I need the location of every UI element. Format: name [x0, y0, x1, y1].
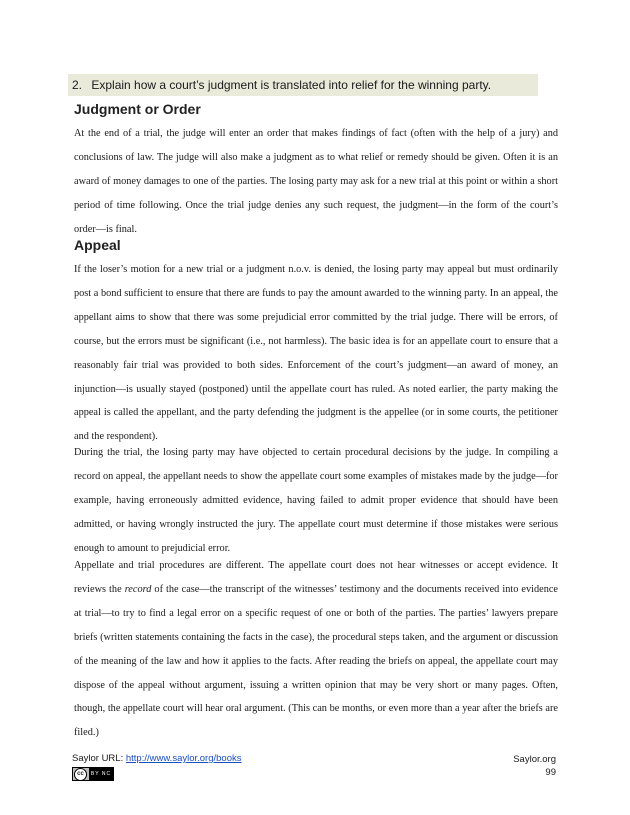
cc-license-icon[interactable]	[72, 767, 114, 789]
objective-text: Explain how a court’s judgment is translated into relief for the winning party.	[91, 78, 492, 92]
heading-judgment-or-order: Judgment or Order	[74, 101, 201, 117]
paragraph-appeal-3-part2: of the case—the transcript of the witnesses’ testimony and the documents received into evidence at trial—to try to find a legal error on a specific request of one or both of the parties. The parties’ lawyers prepare briefs (written statements containing the facts in the case), the procedural steps taken, and the argument or discussion of the meaning of the law and how it applies to the facts. After reading the briefs on appeal, the appellate court may dispose of the appeal without argument, issuing a written opinion that may be very short or many pages. Often, though, the appellate court will hear oral argument. (This can be months, or even more than a year after the briefs are filed.)	[74, 583, 558, 739]
objective-number: 2.	[72, 78, 83, 92]
footer-url-label: Saylor URL:	[72, 753, 126, 764]
record-emphasis: record	[124, 583, 152, 595]
paragraph-appeal-2: During the trial, the losing party may have objected to certain procedural decisions by the judge. In compiling a record on appeal, the appellant needs to show the appellate court some examples of mistakes made by the judge—for example, having erroneously admitted evidence, having failed to admit proper evidence that should have been admitted, or having wrongly instructed the jury. The appellate court must determine if those mistakes were serious enough to amount to prejudicial error.	[74, 447, 558, 554]
paragraph-appeal-1: If the loser’s motion for a new trial or a judgment n.o.v. is denied, the losing party may appeal but must ordinarily post a bond sufficient to ensure that there are funds to pay the amount awarded to the winning party. In an appeal, the appellant aims to show that there was some prejudicial error committed by the trial judge. There will be errors, of course, but the errors must be significant (i.e., not harmless). The basic idea is for an appellate court to ensure that a reasonably fair trial was provided to both sides. Enforcement of the court’s judgment—an award of money, an injunction—is usually stayed (postponed) until the appellate court has ruled. As noted earlier, the party making the appeal is called the appellant, and the party defending the judgment is the appellee (or in some courts, the petitioner and the respondent).	[74, 264, 558, 443]
page-number: 99	[545, 767, 556, 778]
footer-source	[72, 753, 242, 764]
paragraph-judgment: At the end of a trial, the judge will enter an order that makes findings of fact (often with the help of a jury) and conclusions of law. The judge will also make a judgment as to what relief or remedy should be given. Often it is an award of money damages to one of the parties. The losing party may ask for a new trial at this point or within a short period of time following. Once the trial judge denies any such request, the judgment—in the form of the court’s order—is final.	[74, 128, 558, 235]
paragraph-appeal-3	[74, 554, 558, 745]
footer-site: Saylor.org	[513, 754, 556, 765]
cc-terms: BY NC SA	[89, 768, 113, 780]
learning-objective	[68, 74, 538, 96]
cc-logo-icon: cc	[74, 768, 87, 781]
footer-right	[513, 753, 556, 779]
paragraph-appeal-3-part1: Appellate and trial procedures are different. The appellate court does not hear witnesses or accept evidence. It reviews the	[74, 560, 558, 595]
footer-url-link[interactable]: http://www.saylor.org/books	[125, 753, 242, 764]
heading-appeal: Appeal	[74, 237, 121, 253]
